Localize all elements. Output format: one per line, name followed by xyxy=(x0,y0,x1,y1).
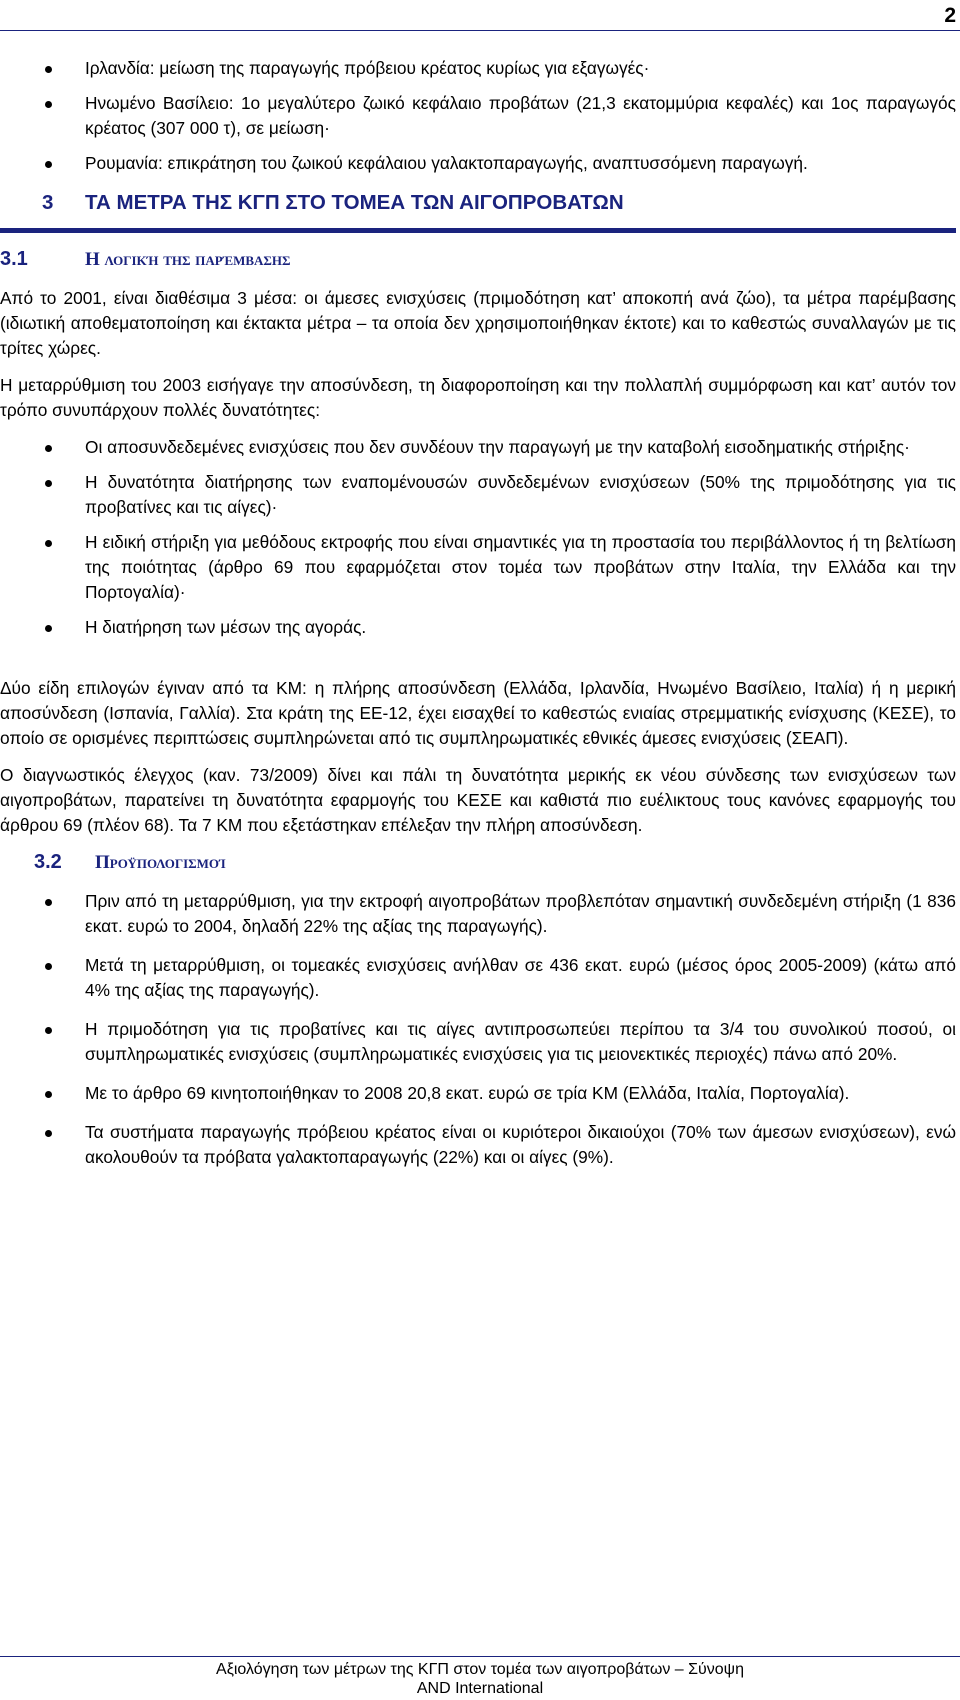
paragraph: Δύο είδη επιλογών έγιναν από τα ΚΜ: η πλήρης αποσύνδεση (Ελλάδα, Ιρλανδία, Ηνωμένο Βασίλειο, Ιταλία) ή η μερική αποσύνδεση (Ισπανία, Γαλλία). Στα κράτη της ΕΕ-12, έχει εισαχθεί το καθεστώς ενιαίας στρεμματικής ενίσχυσης (ΚΕΣΕ), το οποίο σε ορισμένες περιπτώσεις συμπληρώνεται από τις συμπληρωματικές εθνικές άμεσες ενισχύσεις (ΣΕΑΠ). xyxy=(0,678,956,748)
list-item: Μετά τη μεταρρύθμιση, οι τομεακές ενισχύσεις ανήλθαν σε 436 εκατ. ευρώ (μέσος όρος 2005-2009) (κάτω από 4% της αξίας της παραγωγής). xyxy=(0,953,956,1003)
section-3-2-heading xyxy=(0,850,956,875)
section-3-heading xyxy=(0,190,956,218)
section-title: ΤΑ ΜΕΤΡΑ ΤΗΣ ΚΓΠ ΣΤΟ ΤΟΜΕΑ ΤΩΝ ΑΙΓΟΠΡΟΒΑΤΩΝ xyxy=(85,191,624,214)
bullet-icon xyxy=(45,480,52,487)
paragraph: Η μεταρρύθμιση του 2003 εισήγαγε την αποσύνδεση, τη διαφοροποίηση και την πολλαπλή συμμόρφωση και κατ’ αυτόν τον τρόπο συνυπάρχουν πολλές δυνατότητες: xyxy=(0,375,956,420)
paragraph: Από το 2001, είναι διαθέσιμα 3 μέσα: οι άμεσες ενισχύσεις (πριμοδότηση κατ’ αποκοπή ανά ζώο), τα μέτρα παρέμβασης (ιδιωτική αποθεματοποίηση και έκτακτα μέτρα – τα οποία δεν χρησιμοποιήθηκαν έκτοτε) και το καθεστώς συναλλαγών με τις τρίτες χώρες. xyxy=(0,288,956,358)
section-number: 3 xyxy=(42,191,54,214)
list-item: Ιρλανδία: μείωση της παραγωγής πρόβειου κρέατος κυρίως για εξαγωγές· xyxy=(0,56,956,81)
bullet-icon xyxy=(45,963,52,970)
section-3-1-heading xyxy=(0,247,956,272)
list-item: Ηνωμένο Βασίλειο: 1ο μεγαλύτερο ζωικό κεφάλαιο προβάτων (21,3 εκατομμύρια κεφαλές) και 1ος παραγωγός κρέατος (307 000 τ), σε μείωση· xyxy=(0,91,956,141)
list-item: Τα συστήματα παραγωγής πρόβειου κρέατος είναι οι κυριότεροι δικαιούχοι (70% των άμεσων ενισχύσεων), ενώ ακολουθούν τα πρόβατα γαλακτοπαραγωγής (22%) και οι αίγες (9%). xyxy=(0,1120,956,1170)
bullet-icon xyxy=(45,899,52,906)
bullet-icon xyxy=(45,101,52,108)
bullet-icon xyxy=(45,625,52,632)
list-item: Οι αποσυνδεδεμένες ενισχύσεις που δεν συνδέουν την παραγωγή με την καταβολή εισοδηματικής στήριξης· xyxy=(0,435,956,460)
document-body xyxy=(0,56,956,1184)
subsection-number: 3.1 xyxy=(0,248,28,270)
options-bullet-list xyxy=(0,435,956,640)
list-item: Η δυνατότητα διατήρησης των εναπομένουσών συνδεδεμένων ενισχύσεων (50% της πριμοδότησης για τις προβατίνες και τις αίγες)· xyxy=(0,470,956,520)
list-item: Με το άρθρο 69 κινητοποιήθηκαν το 2008 20,8 εκατ. ευρώ σε τρία ΚΜ (Ελλάδα, Ιταλία, Πορτογαλία). xyxy=(0,1081,956,1106)
budget-bullet-list xyxy=(0,889,956,1170)
intro-bullet-list xyxy=(0,56,956,176)
section-rule xyxy=(0,228,956,233)
bullet-icon xyxy=(45,1091,52,1098)
bullet-icon xyxy=(45,161,52,168)
paragraph: Ο διαγνωστικός έλεγχος (καν. 73/2009) δίνει και πάλι τη δυνατότητα μερικής εκ νέου σύνδεσης των ενισχύσεων των αιγοπροβάτων, παρατείνει τη δυνατότητα εφαρμογής του ΚΕΣΕ και καθιστά πιο ευέλικτους τους κανόνες εφαρμογής του άρθρου 69 (πλέον 68). Τα 7 ΚΜ που εξετάστηκαν επέλεξαν την πλήρη αποσύνδεση. xyxy=(0,765,956,835)
bullet-icon xyxy=(45,445,52,452)
bullet-icon xyxy=(45,1130,52,1137)
footer-rule xyxy=(0,1656,960,1657)
footer-title: Αξιολόγηση των μέτρων της ΚΓΠ στον τομέα των αιγοπροβάτων – Σύνοψη xyxy=(216,1661,744,1678)
subsection-title: Η λογική της παρέμβασης xyxy=(85,249,291,270)
page-number: 2 xyxy=(944,4,956,27)
list-item: Η πριμοδότηση για τις προβατίνες και τις αίγες αντιπροσωπεύει περίπου τα 3/4 του συνολικού ποσού, οι συμπληρωματικές ενισχύσεις (συμπληρωματικές ενισχύσεις για τις μειονεκτικές περιοχές) πάνω από 20%. xyxy=(0,1017,956,1067)
bullet-icon xyxy=(45,66,52,73)
list-item: Η ειδική στήριξη για μεθόδους εκτροφής που είναι σημαντικές για τη προστασία του περιβάλλοντος ή τη βελτίωση της ποιότητας (άρθρο 69 που εφαρμόζεται στον τομέα των προβάτων στην Ιταλία, την Ελλάδα και την Πορτογαλία)· xyxy=(0,530,956,605)
list-item: Η διατήρηση των μέσων της αγοράς. xyxy=(0,615,956,640)
bullet-icon xyxy=(45,1027,52,1034)
page-footer xyxy=(0,1660,960,1698)
subsection-title: Προϋπολογισμοί xyxy=(95,852,226,873)
bullet-icon xyxy=(45,540,52,547)
footer-organization: AND International xyxy=(416,1680,544,1697)
list-item: Ρουμανία: επικράτηση του ζωικού κεφάλαιου γαλακτοπαραγωγής, αναπτυσσόμενη παραγωγή. xyxy=(0,151,956,176)
header-rule xyxy=(0,30,960,31)
list-item: Πριν από τη μεταρρύθμιση, για την εκτροφή αιγοπροβάτων προβλεπόταν σημαντική συνδεδεμένη στήριξη (1 836 εκατ. ευρώ το 2004, δηλαδή 22% της αξίας της παραγωγής). xyxy=(0,889,956,939)
subsection-number: 3.2 xyxy=(34,851,62,873)
